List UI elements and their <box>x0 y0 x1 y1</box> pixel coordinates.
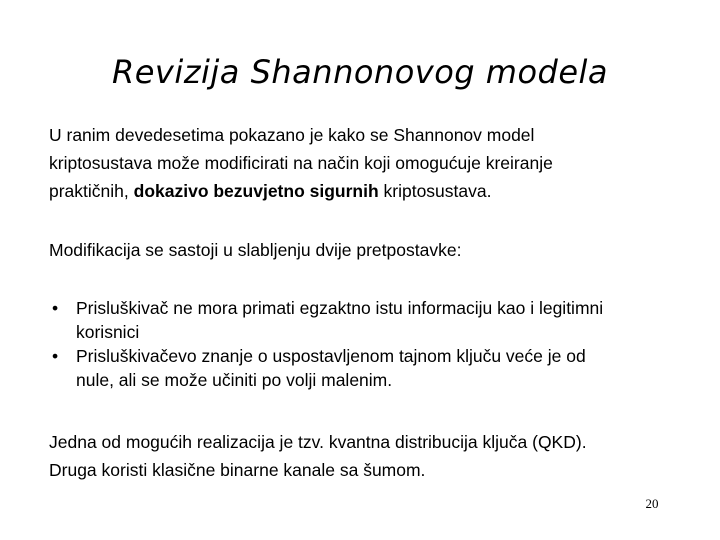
page-number: 20 <box>645 496 659 511</box>
intro-emphasis: dokazivo bezuvjetno sigurnih <box>133 181 379 201</box>
intro-paragraph <box>49 121 689 205</box>
intro-line-2: kriptosustava može modificirati na način koji omogućuje kreiranje <box>49 153 553 173</box>
intro-line-1: U ranim devedesetima pokazano je kako se Shannonov model <box>49 125 535 145</box>
bullet-icon: • <box>52 298 59 318</box>
intro-line-3 <box>49 177 689 205</box>
slide-title: Revizija Shannonovog modela <box>111 53 609 91</box>
list-item-line-1: Prisluškivač ne mora primati egzaktno istu informaciju kao i legitimni <box>76 298 604 318</box>
list-item-line-2: nule, ali se može učiniti po volji malenim. <box>76 370 393 390</box>
modifications-paragraph: Modifikacija se sastoji u slabljenju dvije pretpostavke: <box>49 240 462 260</box>
list-item-line-1: Prisluškivačevo znanje o uspostavljenom tajnom ključu veće je od <box>76 346 586 366</box>
closing-paragraph <box>49 428 689 484</box>
list-item <box>49 344 699 392</box>
intro-line-3-end: kriptosustava. <box>378 181 492 201</box>
closing-line-1: Jedna od mogućih realizacija je tzv. kvantna distribucija ključa (QKD). <box>49 432 587 452</box>
bullet-icon: • <box>52 346 59 366</box>
list-item-line-2: korisnici <box>76 322 140 342</box>
assumptions-list <box>49 296 699 392</box>
closing-line-2: Druga koristi klasične binarne kanale sa šumom. <box>49 460 426 480</box>
list-item <box>49 296 699 344</box>
intro-line-3-start: praktičnih, <box>49 181 134 201</box>
